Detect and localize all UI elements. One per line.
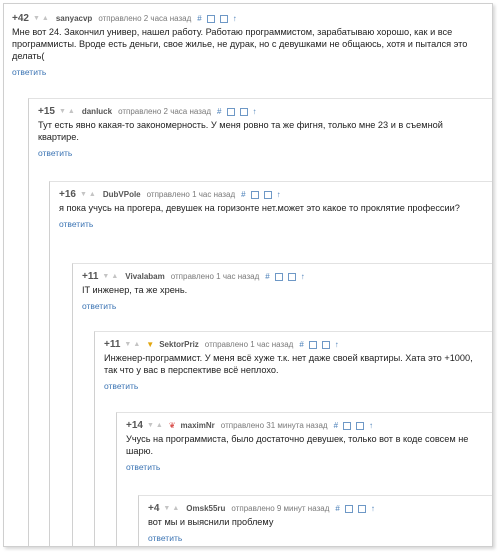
hash-icon[interactable]: # (333, 420, 339, 430)
comment-rating: +11 (82, 270, 99, 282)
square-icon[interactable] (345, 505, 353, 513)
comment-text: Учусь на программиста, было достаточно девушек, только вот в коде совсем не шарю. (126, 434, 469, 456)
reply-link[interactable]: ответить (82, 301, 117, 311)
square-icon[interactable] (309, 341, 317, 349)
vote-up-icon[interactable]: ▲ (172, 504, 180, 512)
arrow-up-icon[interactable]: ↑ (370, 503, 375, 513)
comment-author[interactable]: SektorPriz (159, 339, 199, 349)
vote-up-icon[interactable]: ▲ (41, 14, 49, 22)
comment-rating: +4 (148, 502, 160, 514)
comment-header (38, 103, 492, 119)
vote-up-icon[interactable]: ▲ (88, 190, 96, 198)
bookmark-icon[interactable] (358, 505, 366, 513)
reply-link[interactable]: ответить (12, 67, 47, 77)
comment (12, 10, 492, 80)
square-icon[interactable] (343, 422, 351, 430)
vote-down-icon[interactable]: ▼ (163, 504, 171, 512)
arrow-up-icon[interactable]: ↑ (334, 339, 339, 349)
comment-time: отправлено 9 минут назад (231, 503, 330, 513)
arrow-up-icon[interactable]: ↑ (369, 420, 374, 430)
bookmark-icon[interactable] (264, 191, 272, 199)
reply-link[interactable]: ответить (59, 219, 94, 229)
square-icon[interactable] (251, 191, 259, 199)
comment-text: Инженер-программист. У меня всё хуже т.к. нет даже своей квартиры. Хата это +1000, так что у вас в перспективе всё неплохо. (104, 353, 473, 375)
comment-rating: +14 (126, 419, 143, 431)
comment-thread (3, 3, 493, 547)
comment-rating: +42 (12, 12, 29, 24)
comment-time: отправлено 1 час назад (170, 271, 260, 281)
comment-header (12, 10, 492, 26)
comment-author[interactable]: DubVPole (102, 189, 141, 199)
comment-rating: +16 (59, 188, 76, 200)
vote-up-icon[interactable]: ▲ (133, 340, 141, 348)
comment-time: отправлено 1 час назад (204, 339, 294, 349)
heart-badge-icon: ❦ (168, 420, 176, 430)
comment-time: отправлено 31 минута назад (220, 420, 328, 430)
hash-icon[interactable]: # (335, 503, 340, 513)
hash-icon[interactable]: # (217, 106, 222, 116)
comment-text: Тут есть явно какая-то закономерность. У меня ровно та же фигня, только мне 23 и в съемной квартире. (38, 120, 443, 142)
vote-down-icon[interactable]: ▼ (102, 272, 110, 280)
bookmark-icon[interactable] (288, 273, 296, 281)
comment-header (104, 336, 492, 352)
reply-link[interactable]: ответить (104, 381, 139, 391)
vote-down-icon[interactable]: ▼ (58, 107, 66, 115)
comment-header (126, 417, 492, 433)
comment-header (148, 500, 492, 516)
vote-up-icon[interactable]: ▲ (155, 421, 163, 429)
hash-icon[interactable]: # (299, 339, 304, 349)
reply-link[interactable]: ответить (148, 533, 183, 543)
square-icon[interactable] (207, 15, 215, 23)
bookmark-icon[interactable] (240, 108, 248, 116)
comment-header (82, 268, 492, 284)
comment-author[interactable]: Vivalabam (125, 271, 165, 281)
square-icon[interactable] (275, 273, 283, 281)
comment-text: я пока учусь на прогера, девушек на горизонте нет.может это какое то проклятие профессии? (59, 203, 460, 213)
bookmark-icon[interactable] (356, 422, 364, 430)
comment-header (59, 186, 492, 202)
arrow-up-icon[interactable]: ↑ (276, 189, 281, 199)
hash-icon[interactable]: # (197, 13, 202, 23)
comment-time: отправлено 2 часа назад (98, 13, 192, 23)
bookmark-icon[interactable] (220, 15, 228, 23)
chevron-badge-icon: ▼ (146, 339, 155, 349)
comment-text: IT инженер, та же хрень. (82, 285, 188, 295)
comment-author[interactable]: Omsk55ru (186, 503, 226, 513)
comment-author[interactable]: danluck (81, 106, 113, 116)
arrow-up-icon[interactable]: ↑ (300, 271, 305, 281)
reply-link[interactable]: ответить (38, 148, 73, 158)
vote-down-icon[interactable]: ▼ (79, 190, 87, 198)
vote-up-icon[interactable]: ▲ (111, 272, 119, 280)
comment-rating: +11 (104, 338, 121, 350)
comment-text: вот мы и выяснили проблему (148, 517, 274, 527)
hash-icon[interactable]: # (241, 189, 246, 199)
reply-link[interactable]: ответить (126, 462, 161, 472)
vote-up-icon[interactable]: ▲ (67, 107, 75, 115)
arrow-up-icon[interactable]: ↑ (232, 13, 237, 23)
vote-down-icon[interactable]: ▼ (146, 421, 154, 429)
vote-down-icon[interactable]: ▼ (124, 340, 132, 348)
hash-icon[interactable]: # (265, 271, 270, 281)
comment-time: отправлено 2 часа назад (118, 106, 212, 116)
comment-author[interactable]: sanyacvp (55, 13, 93, 23)
comment-text: Мне вот 24. Закончил универ, нашел работу. Работаю программистом, зарабатываю хорошо, как и все программисты. Вроде есть деньги, свое жилье, не дурак, но с девушками не общаюсь, хотя и пытался это делать( (12, 27, 468, 61)
bookmark-icon[interactable] (322, 341, 330, 349)
comment-author[interactable]: maximNr (180, 420, 215, 430)
square-icon[interactable] (227, 108, 235, 116)
comment-rating: +15 (38, 105, 55, 117)
vote-down-icon[interactable]: ▼ (32, 14, 40, 22)
comment-time: отправлено 1 час назад (146, 189, 236, 199)
arrow-up-icon[interactable]: ↑ (252, 106, 257, 116)
comment (138, 495, 492, 547)
